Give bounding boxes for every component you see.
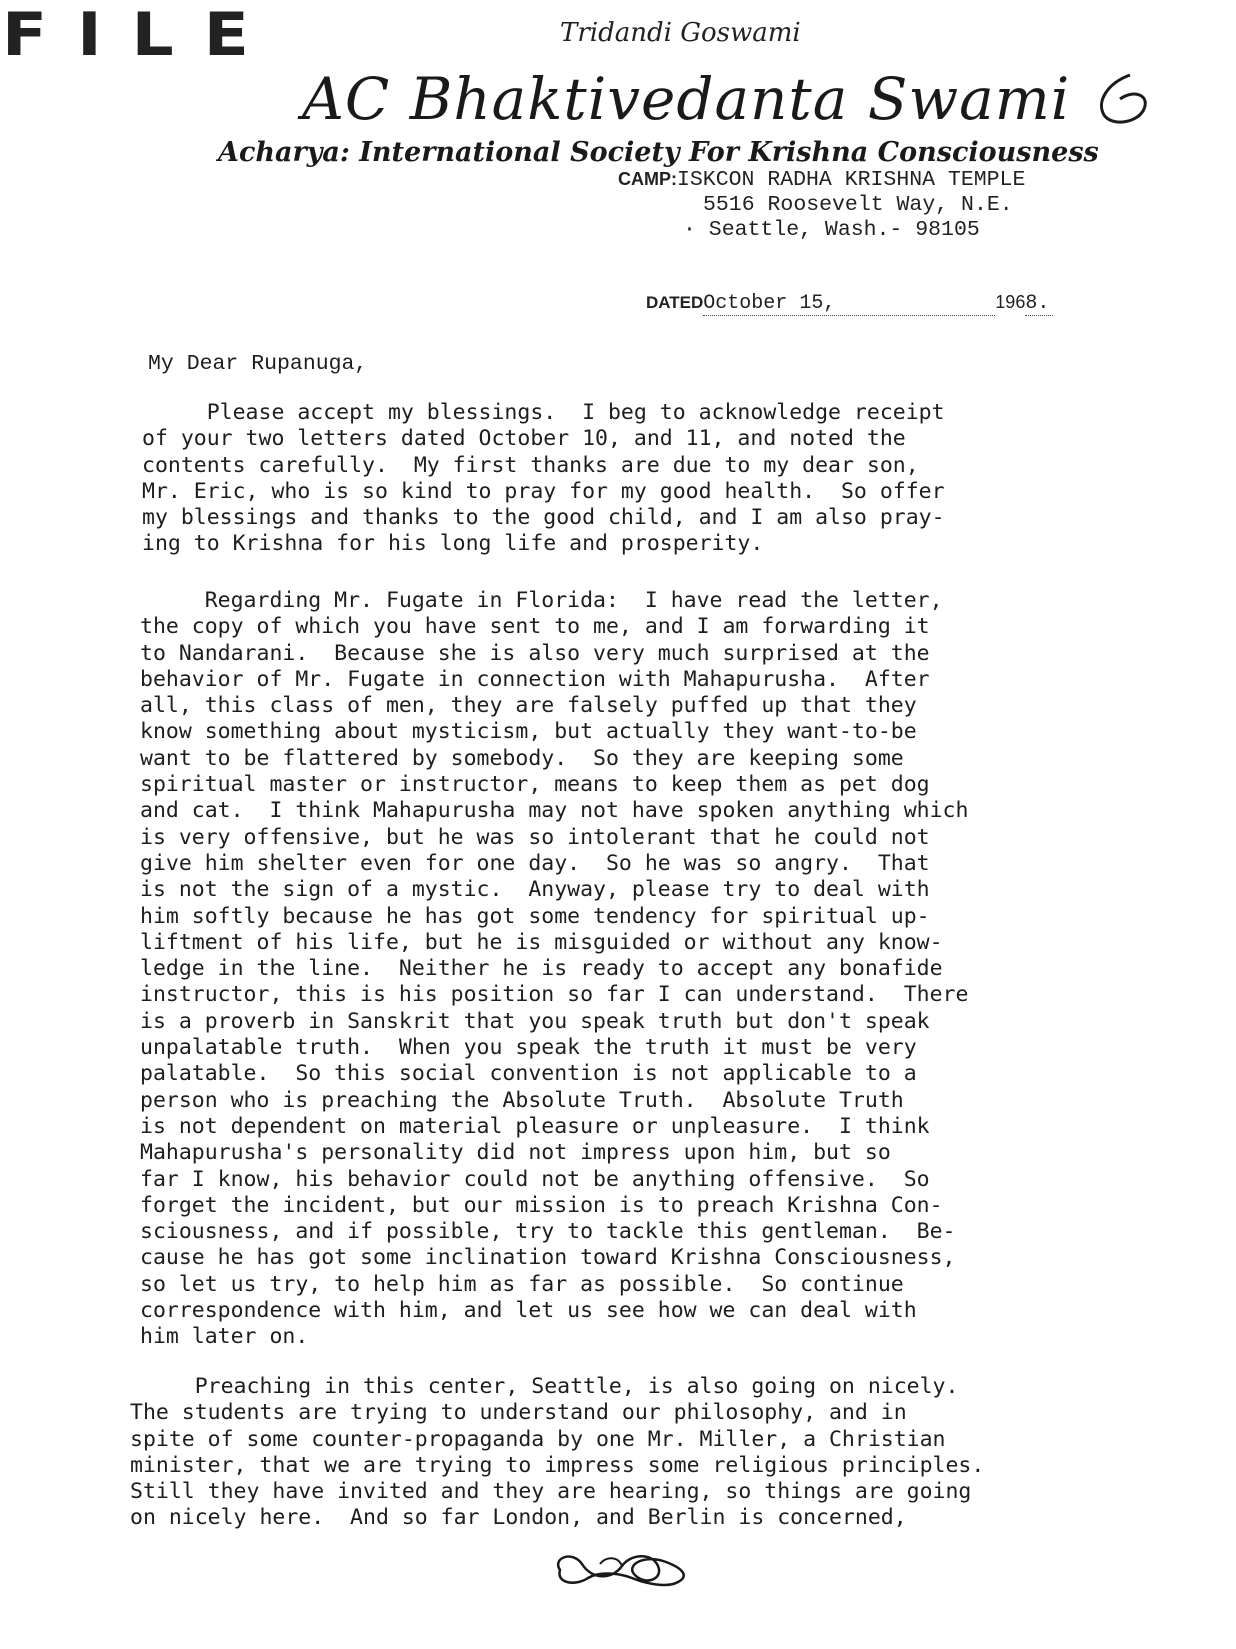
letter-line: person who is preaching the Absolute Truth. Absolute Truth [140, 1087, 904, 1113]
letter-line: him later on. [140, 1324, 309, 1350]
letter-line: liftment of his life, but he is misguided or without any know- [140, 929, 943, 955]
letter-line: is not the sign of a mystic. Anyway, please try to deal with [140, 877, 930, 903]
letter-line: Regarding Mr. Fugate in Florida: I have read the letter, [140, 588, 943, 613]
letter-line: behavior of Mr. Fugate in connection with Mahapurusha. After [140, 666, 930, 692]
signature-flourish-icon [1090, 69, 1154, 127]
year-prefix: 196 [995, 292, 1026, 312]
file-stamp: FILE [2, 0, 279, 70]
paragraph-3 [130, 1374, 984, 1532]
letter-line: cause he has got some inclination toward Krishna Consciousness, [140, 1245, 956, 1271]
address-line-2: 5516 Roosevelt Way, N.E. [703, 193, 1013, 217]
paragraph-1 [142, 400, 945, 558]
letter-line: is very offensive, but he was so intolerant that he could not [140, 824, 930, 850]
closing-ornament-icon [548, 1544, 698, 1594]
letter-line: of your two letters dated October 10, and 11, and noted the [142, 426, 906, 452]
camp-label: CAMP: [618, 169, 677, 189]
letter-line: contents carefully. My first thanks are due to my dear son, [142, 452, 919, 478]
letter-line: the copy of which you have sent to me, and I am forwarding it [140, 614, 930, 640]
letter-line: is not dependent on material pleasure or unpleasure. I think [140, 1113, 930, 1139]
letter-line: Preaching in this center, Seattle, is also going on nicely. [130, 1374, 959, 1399]
dated-line [646, 292, 1053, 316]
letter-line: so let us try, to help him as far as possible. So continue [140, 1271, 904, 1297]
letter-line: instructor, this is his position so far I can understand. There [140, 982, 969, 1008]
address-line-3: · Seattle, Wash.- 98105 [683, 218, 980, 242]
letter-line: Please accept my blessings. I beg to acknowledge receipt [142, 400, 945, 425]
dated-label: DATED [646, 293, 704, 312]
letter-line: give him shelter even for one day. So he was so angry. That [140, 850, 930, 876]
letter-line: sciousness, and if possible, try to tackle this gentleman. Be- [140, 1219, 956, 1245]
letterhead-title: Tridandi Goswami [560, 18, 801, 48]
letter-line: palatable. So this social convention is not applicable to a [140, 1061, 917, 1087]
letter-line: spite of some counter-propaganda by one Mr. Miller, a Christian [130, 1426, 946, 1452]
paragraph-2 [140, 588, 968, 1351]
letter-line: to Nandarani. Because she is also very much surprised at the [140, 640, 930, 666]
letter-line: minister, that we are trying to impress some religious principles. [130, 1452, 985, 1478]
letter-line: Mr. Eric, who is so kind to pray for my good health. So offer [142, 478, 945, 504]
letter-line: know something about mysticism, but actually they want-to-be [140, 719, 917, 745]
temple-name: ISKCON RADHA KRISHNA TEMPLE [677, 168, 1026, 192]
letterhead-name-text: AC Bhaktivedanta Swami [302, 65, 1071, 133]
letter-line: on nicely here. And so far London, and Berlin is concerned, [130, 1505, 907, 1531]
letter-line: and cat. I think Mahapurusha may not have spoken anything which [140, 798, 969, 824]
letter-line: want to be flattered by somebody. So they are keeping some [140, 745, 904, 771]
letter-line: The students are trying to understand our philosophy, and in [130, 1400, 907, 1426]
letter-line: Still they have invited and they are hearing, so things are going [130, 1479, 972, 1505]
letter-line: unpalatable truth. When you speak the truth it must be very [140, 1035, 917, 1061]
letter-line: is a proverb in Sanskrit that you speak truth but don't speak [140, 1008, 930, 1034]
letter-line: Mahapurusha's personality did not impress upon him, but so [140, 1140, 891, 1166]
date-text: October 15, [703, 292, 836, 315]
letter-line: far I know, his behavior could not be anything offensive. So [140, 1166, 930, 1192]
letter-line: forget the incident, but our mission is to preach Krishna Con- [140, 1192, 943, 1218]
letter-line: correspondence with him, and let us see how we can deal with [140, 1298, 917, 1324]
letter-line: spiritual master or instructor, means to keep them as pet dog [140, 772, 930, 798]
year-suffix: 8. [1025, 292, 1053, 316]
letter-line: ing to Krishna for his long life and prosperity. [142, 531, 764, 557]
letterhead-society: Acharya: International Society For Krishna Consciousness [218, 137, 1099, 168]
letter-line: ledge in the line. Neither he is ready to accept any bonafide [140, 956, 943, 982]
salutation: My Dear Rupanuga, [148, 352, 368, 376]
letter-line: my blessings and thanks to the good child, and I am also pray- [142, 505, 945, 531]
address-line-1 [618, 168, 1025, 192]
date-value [703, 292, 995, 316]
letterhead-name [302, 65, 1154, 133]
letter-line: all, this class of men, they are falsely puffed up that they [140, 693, 917, 719]
letter-line: him softly because he has got some tendency for spiritual up- [140, 903, 930, 929]
